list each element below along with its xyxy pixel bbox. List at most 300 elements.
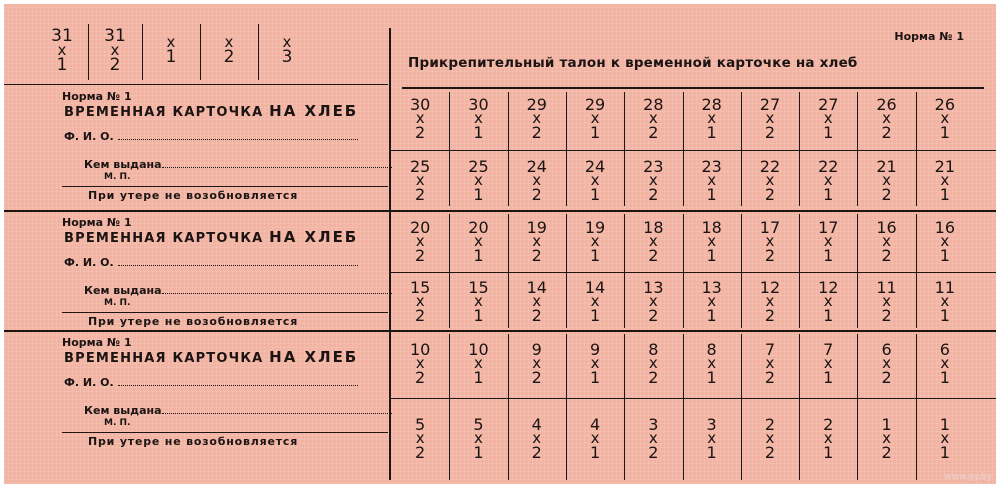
coupon-cell (683, 90, 741, 146)
coupon-top-text: 5 (473, 414, 484, 434)
coupon-cell (857, 398, 915, 478)
coupon-top-text: 23 (701, 156, 722, 176)
coupon-column-line (916, 214, 917, 328)
coupon-cell (391, 214, 449, 268)
coupon-bot-text: 2 (531, 442, 542, 462)
coupon-bot-text: 1 (706, 305, 717, 325)
coupon-top-text: 18 (643, 217, 664, 237)
coupon-mid-text: х (415, 428, 425, 447)
coupon-top-text: 1 (939, 414, 950, 434)
coupon-bot-text: 1 (823, 122, 834, 142)
stub-norma: Норма № 1 (62, 90, 132, 103)
header-norma: Норма № 1 (894, 30, 964, 43)
coupon-mid-text: х (765, 291, 775, 310)
coupon-cell (508, 334, 566, 392)
coupon-bot-text: 1 (589, 305, 601, 325)
stub-title-a: ВРЕМЕННАЯ КАРТОЧКА (64, 231, 270, 246)
stub-title (64, 348, 358, 366)
coupon-bot-text: 1 (706, 122, 717, 142)
coupon-mid-text: х (590, 291, 600, 310)
coupon-bot-text: 1 (473, 367, 484, 387)
watermark: www.ay.by (944, 472, 992, 482)
coupon-cell (391, 334, 449, 392)
coupon-mid-text: х (474, 108, 483, 127)
coupon-mid-text: х (940, 231, 950, 250)
coupon-top-text: 25 (468, 156, 489, 176)
coupon-cell (741, 334, 799, 392)
coupon-cell (741, 398, 799, 478)
coupon-cell (857, 274, 915, 328)
coupon-mid-text: х (474, 428, 483, 447)
coupon-top-text: 20 (468, 217, 489, 237)
stub-kem (84, 158, 392, 171)
coupon-mid-text: х (415, 231, 425, 250)
stub-kem-label: Кем выдана (84, 158, 162, 171)
stub-norma: Норма № 1 (62, 216, 132, 229)
coupon-cell (799, 90, 857, 146)
coupon-mid-text: х (590, 170, 600, 189)
coupon-bot-text: 1 (473, 305, 484, 325)
coupon-top-text: 7 (823, 339, 834, 359)
coupon-bot-text: 1 (939, 184, 950, 204)
top-coupon-cell (142, 22, 200, 78)
top-coupon-cell (258, 22, 316, 78)
coupon-top-text: 16 (934, 217, 956, 237)
coupon-cell (391, 90, 449, 146)
coupon-mid-text: х (823, 353, 833, 372)
coupon-cell (449, 334, 507, 392)
stub-kem (84, 404, 392, 417)
coupon-mid-text: х (765, 170, 775, 189)
coupon-top-text: 7 (764, 339, 776, 359)
coupon-row-line (391, 398, 996, 399)
coupon-cell (566, 90, 624, 146)
coupon-mid-text: х (532, 231, 542, 250)
coupon-cell (799, 274, 857, 328)
coupon-top-text: 30 (468, 94, 489, 114)
coupon-cell (799, 334, 857, 392)
coupon-bot-text: 1 (706, 442, 717, 462)
coupon-bot-text: 2 (109, 54, 121, 75)
coupon-column-line (857, 92, 858, 206)
coupon-mid-text: х (882, 291, 891, 310)
stub-fio (64, 376, 358, 389)
coupon-top-text: 19 (526, 217, 547, 237)
coupon-bot-text: 2 (415, 442, 426, 462)
coupon-cell (916, 398, 974, 478)
coupon-bot-text: 1 (589, 122, 601, 142)
stub-fio (64, 130, 358, 143)
coupon-cell (857, 90, 915, 146)
coupon-bot-text: 2 (881, 122, 892, 142)
coupon-cell (741, 214, 799, 268)
coupon-mid-text: х (882, 353, 891, 372)
coupon-mid-text: х (415, 108, 425, 127)
coupon-mid-text: х (765, 108, 775, 127)
coupon-top-text: 11 (876, 277, 897, 297)
fio-dotted-line (118, 384, 358, 386)
stub-kem-label: Кем выдана (84, 284, 162, 297)
coupon-cell (916, 334, 974, 392)
coupon-bot-text: 2 (764, 305, 776, 325)
coupon-top-text: 31 (104, 25, 126, 46)
coupon-top-text: 6 (939, 339, 950, 359)
coupon-top-text: 4 (589, 414, 601, 434)
kem-dotted-line (162, 166, 392, 168)
coupon-top-text: 18 (701, 217, 722, 237)
coupon-bot-text: 2 (531, 122, 542, 142)
coupon-mid-text: х (940, 170, 950, 189)
coupon-bot-text: 2 (881, 305, 892, 325)
coupon-mid-text: х (110, 40, 120, 59)
coupon-top-text: 21 (876, 156, 897, 176)
coupon-cell (799, 398, 857, 478)
stub-title-b: НА ХЛЕБ (269, 102, 359, 120)
coupon-bot-text: 2 (881, 442, 892, 462)
coupon-top-text: 23 (643, 156, 664, 176)
stub-underline (62, 312, 388, 313)
coupon-cell (566, 152, 624, 208)
coupon-column-line (683, 214, 684, 328)
coupon-top-text: 6 (881, 339, 892, 359)
coupon-mid-text: х (882, 428, 891, 447)
coupon-column-line (624, 334, 625, 480)
coupon-cell (857, 334, 915, 392)
coupon-bot-text: 1 (823, 184, 834, 204)
coupon-bot-text: 1 (939, 367, 950, 387)
coupon-mid-text: х (590, 231, 600, 250)
coupon-mid-text: х (415, 291, 425, 310)
coupon-top-text: 19 (584, 217, 606, 237)
stub-lost: При утере не возобновляется (88, 189, 299, 202)
coupon-mid-text: х (940, 108, 950, 127)
coupon-cell (449, 214, 507, 268)
coupon-mid-text: х (166, 32, 176, 51)
coupon-cell (916, 274, 974, 328)
coupon-bot-text: 2 (531, 305, 542, 325)
coupon-mid-text: х (648, 108, 658, 127)
coupon-column-line (799, 92, 800, 206)
block-divider-2 (4, 330, 996, 332)
stub-title-a: ВРЕМЕННАЯ КАРТОЧКА (64, 351, 270, 366)
coupon-cell (916, 214, 974, 268)
coupon-mid-text: х (882, 231, 891, 250)
coupon-cell (624, 152, 682, 208)
coupon-top-text: 8 (648, 339, 659, 359)
coupon-mid-text: х (648, 170, 658, 189)
coupon-column-line (566, 92, 567, 206)
coupon-mid-text: х (648, 231, 658, 250)
coupon-bot-text: 1 (473, 122, 484, 142)
coupon-cell (449, 152, 507, 208)
coupon-bot-text: 2 (881, 367, 892, 387)
coupon-mid-text: х (823, 291, 833, 310)
stub-fio-label: Ф. И. О. (64, 130, 114, 143)
stub-kem (84, 284, 392, 297)
stub-lost: При утере не возобновляется (88, 435, 299, 448)
coupon-bot-text: 2 (531, 367, 542, 387)
fio-dotted-line (118, 138, 358, 140)
coupon-mid-text: х (648, 428, 658, 447)
stub-title (64, 228, 358, 246)
coupon-cell (741, 152, 799, 208)
coupon-bot-text: 2 (648, 367, 659, 387)
stub-fio-label: Ф. И. О. (64, 256, 114, 269)
coupon-column-line (508, 214, 509, 328)
coupon-top-text: 13 (701, 277, 722, 297)
coupon-cell (508, 152, 566, 208)
fio-dotted-line (118, 264, 358, 266)
stub-kem-label: Кем выдана (84, 404, 162, 417)
coupon-column-line (741, 214, 742, 328)
coupon-bot-text: 1 (473, 442, 484, 462)
coupon-top-text: 16 (876, 217, 897, 237)
coupon-top-text: 12 (818, 277, 839, 297)
coupon-mid-text: х (823, 170, 833, 189)
block-divider-1 (4, 210, 996, 212)
coupon-cell (799, 214, 857, 268)
coupon-cell (391, 398, 449, 478)
coupon-bot-text: 1 (706, 367, 717, 387)
coupon-cell (857, 152, 915, 208)
coupon-cell (799, 152, 857, 208)
coupon-cell (566, 334, 624, 392)
coupon-cell (683, 334, 741, 392)
coupon-column-line (857, 214, 858, 328)
coupon-cell (566, 398, 624, 478)
coupon-mid-text: х (532, 108, 542, 127)
coupon-cell (449, 274, 507, 328)
coupon-top-text: 9 (589, 339, 601, 359)
coupon-mid-text: х (823, 428, 833, 447)
stub-mp: М. П. (104, 298, 131, 308)
top-coupon-cell (36, 22, 88, 78)
coupon-top-text: 22 (759, 156, 781, 176)
coupon-top-text: 10 (468, 339, 489, 359)
coupon-top-text: 10 (409, 339, 431, 359)
coupon-top-text: 15 (409, 277, 431, 297)
coupon-mid-text: х (415, 170, 425, 189)
coupon-top-text: 17 (759, 217, 781, 237)
header-title: Прикрепительный талон к временной карточке на хлеб (408, 55, 858, 71)
coupon-cell (566, 214, 624, 268)
coupon-mid-text: х (823, 108, 833, 127)
coupon-top-text: 3 (648, 414, 659, 434)
coupon-bot-text: 1 (589, 442, 601, 462)
coupon-top-text: 31 (51, 25, 73, 46)
coupon-top-text: 17 (818, 217, 839, 237)
coupon-column-line (683, 334, 684, 480)
coupon-column-line (799, 214, 800, 328)
top-coupon-divider (258, 24, 259, 80)
coupon-row-line (391, 272, 996, 273)
coupon-mid-text: х (474, 170, 483, 189)
coupon-bot-text: 2 (764, 122, 776, 142)
coupon-cell (683, 152, 741, 208)
coupon-bot-text: 1 (589, 184, 601, 204)
coupon-mid-text: х (282, 32, 292, 51)
coupon-top-text: 25 (409, 156, 431, 176)
stub-mp: М. П. (104, 418, 131, 428)
coupon-mid-text: х (648, 353, 658, 372)
coupon-bot-text: 2 (531, 184, 542, 204)
top-coupon-divider (88, 24, 89, 80)
coupon-cell (916, 90, 974, 146)
coupon-cell (449, 90, 507, 146)
header-underline (402, 87, 984, 89)
coupon-column-line (916, 334, 917, 480)
coupon-mid-text: х (532, 428, 542, 447)
coupon-mid-text: х (648, 291, 658, 310)
coupon-bot-text: 2 (415, 184, 426, 204)
coupon-column-line (449, 214, 450, 328)
coupon-bot-text: 1 (823, 442, 834, 462)
coupon-cell (624, 398, 682, 478)
coupon-mid-text: х (590, 108, 600, 127)
coupon-column-line (683, 92, 684, 206)
coupon-top-text: 9 (531, 339, 542, 359)
stub-lost: При утере не возобновляется (88, 315, 299, 328)
coupon-bot-text: 1 (939, 245, 950, 265)
coupon-cell (624, 274, 682, 328)
coupon-top-text: 1 (881, 414, 892, 434)
coupon-bot-text: 1 (56, 54, 68, 75)
coupon-cell (916, 152, 974, 208)
coupon-bot-text: 2 (648, 245, 659, 265)
coupon-cell (683, 398, 741, 478)
coupon-mid-text: х (707, 291, 717, 310)
coupon-top-text: 30 (409, 94, 431, 114)
coupon-column-line (916, 92, 917, 206)
coupon-cell (683, 274, 741, 328)
top-coupon-cell (88, 22, 142, 78)
coupon-cell (566, 274, 624, 328)
kem-dotted-line (162, 412, 392, 414)
coupon-mid-text: х (474, 231, 483, 250)
coupon-mid-text: х (57, 40, 67, 59)
coupon-column-line (508, 334, 509, 480)
stub-title (64, 102, 358, 120)
coupon-mid-text: х (707, 170, 717, 189)
coupon-bot-text: 1 (589, 245, 601, 265)
stub-title-b: НА ХЛЕБ (269, 228, 359, 246)
coupon-column-line (508, 92, 509, 206)
coupon-mid-text: х (532, 170, 542, 189)
coupon-top-text: 21 (934, 156, 956, 176)
coupon-cell (508, 274, 566, 328)
coupon-bot-text: 2 (881, 184, 892, 204)
coupon-cell (508, 90, 566, 146)
coupon-bot-text: 1 (473, 184, 484, 204)
coupon-mid-text: х (707, 231, 717, 250)
coupon-mid-text: х (765, 428, 775, 447)
coupon-mid-text: х (224, 32, 234, 51)
main-separator (389, 28, 391, 480)
coupon-top-text: 20 (409, 217, 431, 237)
coupon-mid-text: х (765, 231, 775, 250)
coupon-cell (624, 334, 682, 392)
coupon-cell (624, 214, 682, 268)
coupon-top-text: 27 (759, 94, 781, 114)
coupon-mid-text: х (474, 291, 483, 310)
coupon-top-text: 5 (415, 414, 426, 434)
coupon-cell (508, 214, 566, 268)
coupon-bot-text: 2 (648, 442, 659, 462)
coupon-top-text: 12 (759, 277, 781, 297)
coupon-mid-text: х (882, 170, 891, 189)
coupon-bot-text: 2 (223, 46, 235, 67)
coupon-bot-text: 2 (764, 184, 776, 204)
coupon-column-line (624, 92, 625, 206)
coupon-bot-text: 1 (939, 305, 950, 325)
coupon-top-text: 22 (818, 156, 839, 176)
coupon-bot-text: 1 (706, 245, 717, 265)
coupon-mid-text: х (532, 291, 542, 310)
coupon-bot-text: 2 (764, 442, 776, 462)
coupon-bot-text: 2 (764, 245, 776, 265)
coupon-mid-text: х (940, 353, 950, 372)
coupon-top-text: 26 (876, 94, 897, 114)
coupon-top-text: 2 (823, 414, 834, 434)
coupon-top-text: 29 (584, 94, 606, 114)
coupon-bot-text: 2 (648, 184, 659, 204)
coupon-column-line (624, 214, 625, 328)
stub-title-a: ВРЕМЕННАЯ КАРТОЧКА (64, 105, 270, 120)
stub-underline (62, 186, 388, 187)
coupon-bot-text: 1 (589, 367, 601, 387)
coupon-column-line (799, 334, 800, 480)
coupon-bot-text: 1 (939, 122, 950, 142)
coupon-bot-text: 1 (706, 184, 717, 204)
stub-mp: М. П. (104, 172, 131, 182)
coupon-bot-text: 2 (415, 245, 426, 265)
coupon-top-text: 3 (706, 414, 717, 434)
coupon-cell (391, 152, 449, 208)
coupon-bot-text: 2 (415, 305, 426, 325)
coupon-mid-text: х (882, 108, 891, 127)
coupon-cell (683, 214, 741, 268)
coupon-top-text: 11 (934, 277, 956, 297)
top-coupon-cell (200, 22, 258, 78)
coupon-column-line (449, 334, 450, 480)
stub-fio (64, 256, 358, 269)
coupon-bot-text: 2 (648, 305, 659, 325)
top-coupon-divider (142, 24, 143, 80)
coupon-top-text: 29 (526, 94, 547, 114)
coupon-column-line (566, 334, 567, 480)
stub-norma: Норма № 1 (62, 336, 132, 349)
coupon-bot-text: 1 (165, 46, 177, 67)
coupon-mid-text: х (940, 291, 950, 310)
coupon-row-line (391, 150, 996, 151)
coupon-column-line (741, 92, 742, 206)
coupon-bot-text: 1 (823, 245, 834, 265)
ration-card (4, 4, 996, 484)
coupon-bot-text: 1 (823, 367, 834, 387)
coupon-top-text: 8 (706, 339, 717, 359)
coupon-mid-text: х (707, 108, 717, 127)
coupon-cell (508, 398, 566, 478)
coupon-cell (741, 274, 799, 328)
coupon-bot-text: 2 (415, 122, 426, 142)
coupon-cell (741, 90, 799, 146)
coupon-column-line (741, 334, 742, 480)
coupon-cell (857, 214, 915, 268)
coupon-bot-text: 1 (823, 305, 834, 325)
coupon-top-text: 13 (643, 277, 664, 297)
top-coupon-divider (200, 24, 201, 80)
coupon-bot-text: 1 (939, 442, 950, 462)
